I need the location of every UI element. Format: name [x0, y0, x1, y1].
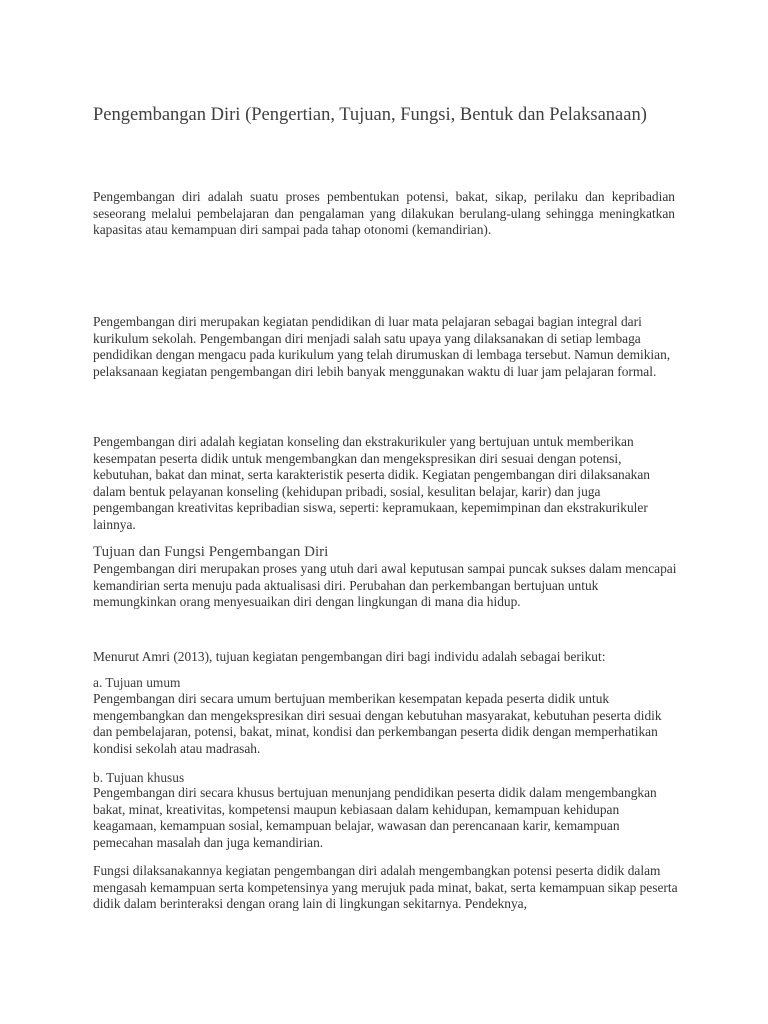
section-heading: Tujuan dan Fungsi Pengembangan Diri: [93, 544, 329, 560]
counseling-paragraph: Pengembangan diri adalah kegiatan konseling dan ekstrakurikuler yang bertujuan untuk memberikan kesempatan peserta didik untuk mengembangkan dan mengekspresikan diri sesuai dengan potensi, kebutuhan, bakat dan minat, serta karakteristik peserta didik. Kegiatan pengembangan diri dilaksanakan dalam bentuk pelayanan konseling (kehidupan pribadi, sosial, kesulitan belajar, karir) dan juga pengembangan kreativitas kepribadian siswa, seperti: kepramukaan, kepemimpinan dan ekstrakurikuler lainnya.: [93, 434, 651, 532]
curriculum-paragraph: Pengembangan diri merupakan kegiatan pendidikan di luar mata pelajaran sebagai bagian integral dari kurikulum sekolah. Pengembangan diri menjadi salah satu upaya yang dilaksanakan di setiap lembaga pendidikan dengan mengacu pada kurikulum yang telah dirumuskan di lembaga tersebut. Namun demikian, pelaksanaan kegiatan pengembangan diri lebih banyak menggunakan waktu di luar jam pelajaran formal.: [93, 314, 671, 379]
intro-paragraph: Pengembangan diri adalah suatu proses pembentukan potensi, bakat, sikap, perilaku dan kepribadian seseorang melalui pembelajaran dan pengalaman yang dilakukan berulang-ulang sehingga meningkatkan kapasitas atau kemampuan diri sampai pada tahap otonomi (kemandirian).: [93, 189, 675, 238]
document-title: Pengembangan Diri (Pengertian, Tujuan, Fungsi, Bentuk dan Pelaksanaan): [93, 105, 647, 125]
fungsi-paragraph: Fungsi dilaksanakannya kegiatan pengembangan diri adalah mengembangkan potensi peserta didik dalam mengasah kemampuan serta kompetensinya yang merujuk pada minat, bakat, serta kemampuan sikap peserta didik dalam berinteraksi dengan orang lain di lingkungan sekitarnya. Pendeknya,: [93, 863, 678, 912]
amri-paragraph: Menurut Amri (2013), tujuan kegiatan pengembangan diri bagi individu adalah sebagai berikut:: [93, 649, 606, 664]
tujuan-khusus-heading: b. Tujuan khusus: [93, 770, 185, 785]
tujuan-umum-paragraph: Pengembangan diri secara umum bertujuan memberikan kesempatan kepada peserta didik untuk mengembangkan dan mengekspresikan diri sesuai dengan kebutuhan masyarakat, kebutuhan peserta didik dan pembelajaran, potensi, bakat, minat, kondisi dan perkembangan peserta didik dengan memperhatikan kondisi sekolah atau madrasah.: [93, 691, 662, 756]
tujuan-khusus-paragraph: Pengembangan diri secara khusus bertujuan menunjang pendidikan peserta didik dalam mengembangkan bakat, minat, kreativitas, kompetensi maupun kebiasaan dalam kehidupan, kemampuan kehidupan keagamaan, kemampuan sosial, kemampuan belajar, wawasan dan perencanaan karir, kemampuan pemecahan masalah dan juga kemandirian.: [93, 785, 657, 850]
tujuan-umum-heading: a. Tujuan umum: [93, 675, 181, 690]
process-paragraph: Pengembangan diri merupakan proses yang utuh dari awal keputusan sampai puncak sukses dalam mencapai kemandirian serta menuju pada aktualisasi diri. Perubahan dan perkembangan bertujuan untuk memungkinkan orang menyesuaikan diri dengan lingkungan di mana dia hidup.: [93, 561, 677, 610]
